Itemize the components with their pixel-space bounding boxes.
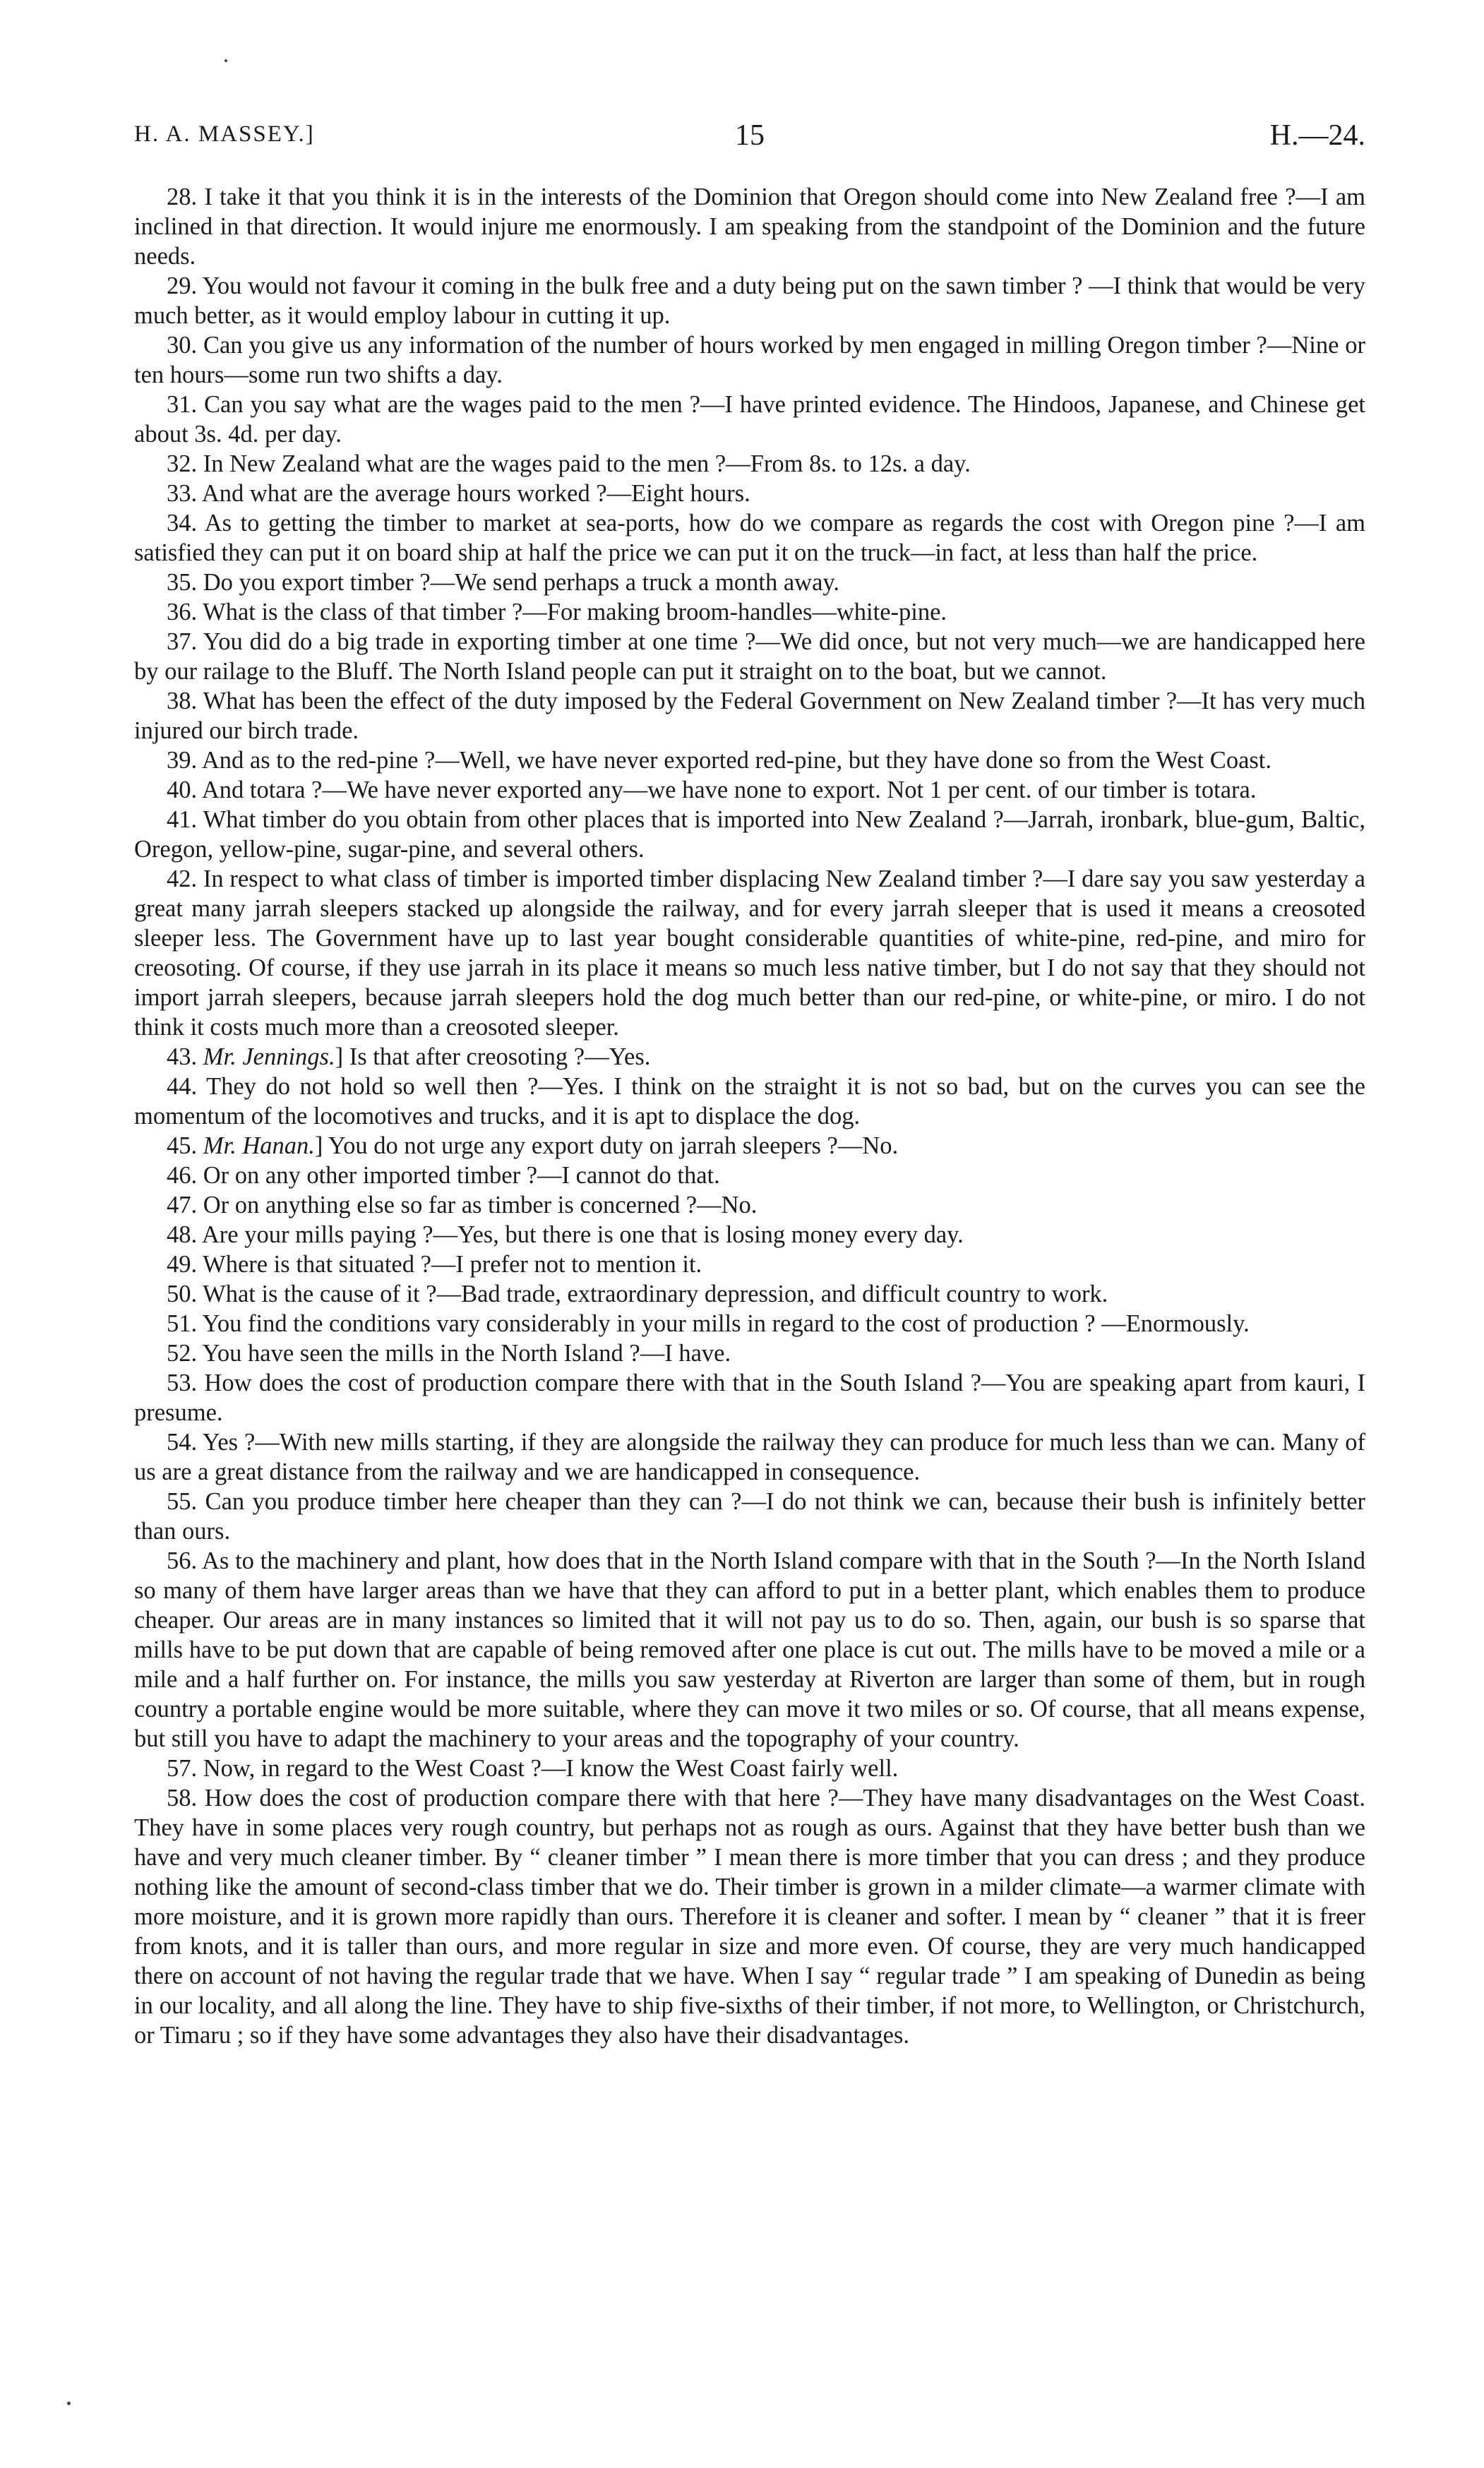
scan-speck [225,59,227,62]
header-witness-name: H. A. MASSEY.] [134,121,315,147]
question-answer-40: 40. And totara ?—We have never exported any—we have none to export. Not 1 per cent. of our timber is totara. [167,777,1257,803]
question-answer-30: 30. Can you give us any information of the number of hours worked by men engaged in milling Oregon timber ?—Nine or ten hours—some run two shifts a day. [134,332,1365,388]
speaker-name: Mr. Jennings. [203,1043,335,1070]
question-answer-44: 44. They do not hold so well then ?—Yes. I think on the straight it is not so bad, but on the curves you can see the momentum of the locomotives and trucks, and it is apt to displace the dog. [134,1073,1365,1130]
question-answer-43: 43. Mr. Jennings.] Is that after creosoting ?—Yes. [167,1043,651,1070]
question-answer-53: 53. How does the cost of production compare there with that in the South Island ?—You are speaking apart from kauri, I presume. [134,1370,1365,1426]
document-reference: H.—24. [1269,119,1365,152]
question-answer-34: 34. As to getting the timber to market at sea-ports, how do we compare as regards the cost with Oregon pine ?—I am satisfied they can put it on board ship at half the price we can put it on the truck—in fact, at less than half the price. [134,510,1365,566]
question-answer-51: 51. You find the conditions vary considerably in your mills in regard to the cost of production ? —Enormously. [167,1310,1250,1337]
question-answer-47: 47. Or on anything else so far as timber is concerned ?—No. [167,1192,758,1218]
question-answer-28: 28. I take it that you think it is in the interests of the Dominion that Oregon should come into New Zealand free ?—I am inclined in that direction. It would injure me enormously. I am speaking from the standpoint of the Dominion and the future needs. [134,184,1365,270]
question-answer-54: 54. Yes ?—With new mills starting, if they are alongside the railway they can produce for much less than we can. Many of us are a great distance from the railway and we are handicapped in consequence. [134,1429,1365,1485]
page-header [134,119,1365,161]
question-answer-33: 33. And what are the average hours worked ?—Eight hours. [167,480,750,507]
question-answer-57: 57. Now, in regard to the West Coast ?—I know the West Coast fairly well. [167,1755,899,1782]
question-answer-56: 56. As to the machinery and plant, how does that in the North Island compare with that in the South ?—In the North Island so many of them have larger areas than we have that they can afford to put in a better plant, which enables them to produce cheaper. Our areas are in many instances so limited that it will not pay us to do so. Then, again, our bush is so sparse that mills have to be put down that are capable of being removed after one place is cut out. The mills have to be moved a mile or a mile and a half further on. For instance, the mills you saw yesterday at Riverton are larger than some of them, but in rough country a portable engine would be more suitable, where they can move it two miles or so. Of course, that all means expense, but still you have to adapt the machinery to your areas and the topography of your country. [134,1547,1365,1752]
question-answer-46: 46. Or on any other imported timber ?—I cannot do that. [167,1162,720,1189]
question-answer-45: 45. Mr. Hanan.] You do not urge any export duty on jarrah sleepers ?—No. [167,1132,899,1159]
question-answer-32: 32. In New Zealand what are the wages paid to the men ?—From 8s. to 12s. a day. [167,450,971,477]
question-answer-36: 36. What is the class of that timber ?—For making broom-handles—white-pine. [167,599,947,625]
question-answer-50: 50. What is the cause of it ?—Bad trade, extraordinary depression, and difficult country to work. [167,1281,1108,1307]
question-answer-48: 48. Are your mills paying ?—Yes, but there is one that is losing money every day. [167,1221,964,1248]
question-answer-58: 58. How does the cost of production compare there with that here ?—They have many disadvantages on the West Coast. They have in some places very rough country, but perhaps not as rough as ours. Against that they have better bush than we have and very much cleaner timber. By “ cleaner timber ” I mean there is more timber that you can dress ; and they produce nothing like the amount of second-class timber that we do. Their timber is grown in a milder climate—a warmer climate with more moisture, and it is grown more rapidly than ours. Therefore it is cleaner and softer. I mean by “ cleaner ” that it is freer from knots, and it is taller than ours, and more regular in size and more even. Of course, they are very much handicapped there on account of not having the regular trade that we have. When I say “ regular trade ” I am speaking of Dunedin as being in our locality, and all along the line. They have to ship five-sixths of their timber, if not more, to Wellington, or Christchurch, or Timaru ; so if they have some advantages they also have their disadvantages. [134,1785,1365,2049]
question-answer-29: 29. You would not favour it coming in the bulk free and a duty being put on the sawn timber ? —I think that would be very much better, as it would employ labour in cutting it up. [134,272,1365,329]
question-answer-49: 49. Where is that situated ?—I prefer not to mention it. [167,1251,702,1278]
question-answer-38: 38. What has been the effect of the duty imposed by the Federal Government on New Zealand timber ?—It has very much injured our birch trade. [134,688,1365,744]
page-number: 15 [735,119,765,152]
question-answer-52: 52. You have seen the mills in the North Island ?—I have. [167,1340,731,1367]
question-answer-41: 41. What timber do you obtain from other places that is imported into New Zealand ?—Jarrah, ironbark, blue-gum, Baltic, Oregon, yellow-pine, sugar-pine, and several others. [134,806,1365,863]
scan-speck [67,2402,71,2405]
question-answer-31: 31. Can you say what are the wages paid to the men ?—I have printed evidence. The Hindoos, Japanese, and Chinese get about 3s. 4d. per day. [134,391,1365,448]
question-answer-42: 42. In respect to what class of timber is imported timber displacing New Zealand timber ?—I dare say you saw yesterday a great many jarrah sleepers stacked up alongside the railway, and for every jarrah sleeper that is used it means a creosoted sleeper less. The Government have up to last year bought considerable quantities of white-pine, red-pine, and miro for creosoting. Of course, if they use jarrah in its place it means so much less native timber, but I do not say that they should not import jarrah sleepers, because jarrah sleepers hold the dog much better than our red-pine, or white-pine, or miro. I do not think it costs much more than a creosoted sleeper. [134,865,1365,1041]
evidence-body [134,182,1365,2050]
question-answer-35: 35. Do you export timber ?—We send perhaps a truck a month away. [167,569,840,596]
speaker-name: Mr. Hanan. [203,1132,315,1159]
question-answer-37: 37. You did do a big trade in exporting timber at one time ?—We did once, but not very much—we are handicapped here by our railage to the Bluff. The North Island people can put it straight on to the boat, but we cannot. [134,628,1365,685]
question-answer-39: 39. And as to the red-pine ?—Well, we have never exported red-pine, but they have done so from the West Coast. [167,747,1272,774]
question-answer-55: 55. Can you produce timber here cheaper than they can ?—I do not think we can, because their bush is infinitely better than ours. [134,1488,1365,1545]
